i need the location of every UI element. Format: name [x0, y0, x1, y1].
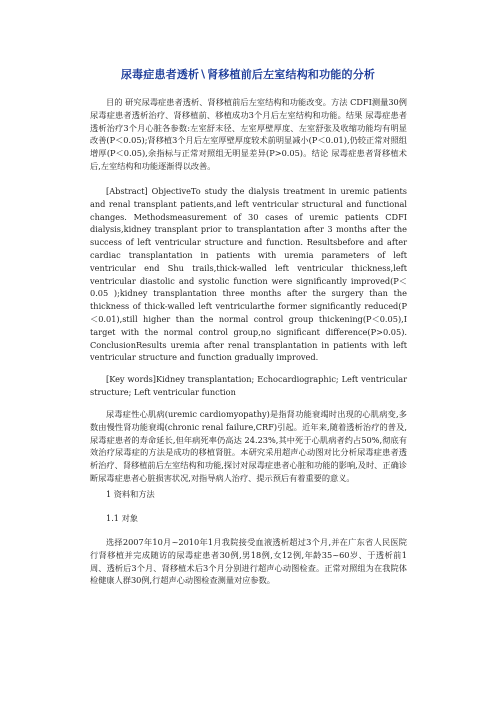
- keywords: [Key words]Kidney transplantation; Echocardiographic; Left ventricular structure; Left ventricular function: [90, 374, 407, 397]
- introduction-paragraph: 尿毒症性心肌病(uremic cardiomyopathy)是指肾功能衰竭时出现的心肌病变,多数由慢性肾功能衰竭(chronic renal failure,CRF)引起。近年来,随着透析治疗的普及,尿毒症患者的寿命延长,但年病死率仍高达 24.23%,其中死于心肌病者约占50%,彻底有效治疗尿毒症的方法是成功的移植肾脏。本研究采用超声心动图对比分析尿毒症患者透析治疗、肾移植前后左室结构和功能,探讨对尿毒症患者心脏和功能的影响,及时、正确诊断尿毒症患者心脏损害状况,对指导病人治疗、提示预后有着重要的意义。: [90, 409, 407, 483]
- section-heading-materials-methods: 1 资料和方法: [106, 489, 155, 499]
- subsection-heading-subjects: 1.1 对象: [106, 513, 138, 523]
- abstract-english: [Abstract] ObjectiveTo study the dialysis treatment in uremic patients and renal transplant patients,and left ventricular structural and functional changes. Methodsmeasurement of 30 cases of uremic patients CDFI dialysis,kidney transplant prior to transplantation after 3 months after the success of left ventricular structure and function. Resultsbefore and after cardiac transplantation in patients with uremia parameters of left ventricular end Shu trails,thick-walled left ventricular thickness,left ventricular diastolic and systolic function were significantly improved(P＜0.05 );kidney transplantation three months after the surgery than the thickness of thick-walled left ventricularthe former significantly reduced(P＜0.01),still higher than the normal control group thickening(P＜0.05),I target with the normal control group,no significant difference(P>0.05). ConclusionResults uremia after renal transplantation in patients with left ventricular structure and function gradually improved.: [90, 186, 407, 363]
- subjects-paragraph: 选择2007年10月~2010年1月我院接受血液透析超过3个月,并在广东省人民医院行肾移植并完成随访的尿毒症患者30例,男18例,女12例,年龄35~60岁、于透析前1周、透析后3个月、肾移植术后3个月分别进行超声心动图检查。正常对照组为在我院体检健康人群30例,行超声心动图检查测量对应参数。: [90, 537, 407, 586]
- document-title: 尿毒症患者透析∖肾移植前后左室结构和功能的分析: [120, 68, 376, 81]
- abstract-chinese: 目的 研究尿毒症患者透析、肾移植前后左室结构和功能改变。方法 CDFI测量30例尿毒症患者透析治疗、肾移植前、移植成功3个月后左室结构和功能。结果 尿毒症患者透析治疗3个月心脏各参数:左室舒末径、左室厚壁厚度、左室舒张及收缩功能均有明显改善(P＜0.05);肾移植3个月后左室厚壁厚度较术前明显减小(P＜0.01),仍较正常对照组增厚(P＜0.05),余指标与正常对照组无明显差异(P>0.05)。结论 尿毒症患者肾移植术后,左室结构和功能逐渐得以改善。: [90, 97, 407, 171]
